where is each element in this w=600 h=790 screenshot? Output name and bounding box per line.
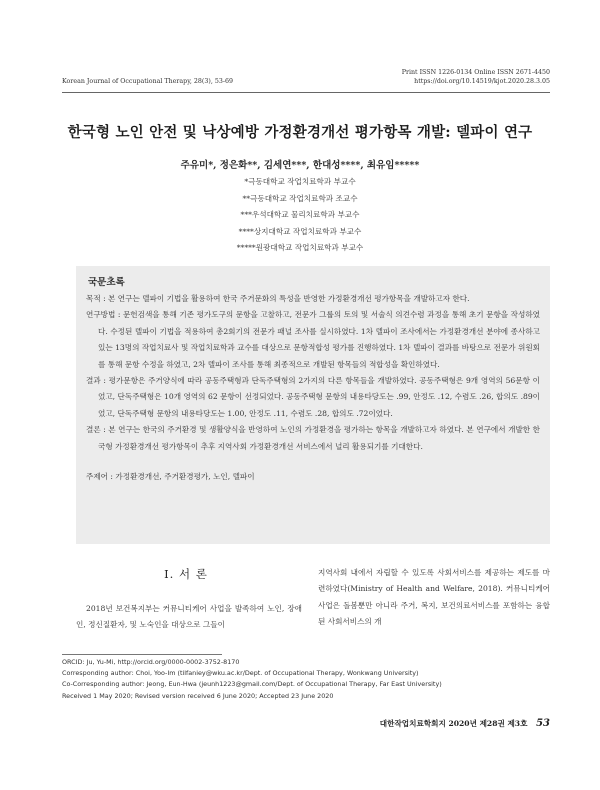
affiliation-5: *****원광대학교 작업치료학과 부교수 [236, 243, 364, 252]
footnote-co-corresponding-author: Co-Corresponding author: Jeong, Eun-Hwa (jeunh1223@gmail.com/Dept. of Occupational Therapy, Far East University) [62, 680, 442, 689]
footnote-received-dates: Received 1 May 2020; Revised version received 6 June 2020; Accepted 23 June 2020 [62, 691, 334, 700]
author-list: 주유미*, 정은화**, 김세연***, 한대성****, 최유임***** [180, 160, 420, 171]
issn-line: Print ISSN 1226-0134 Online ISSN 2671-4450 [401, 69, 550, 76]
abstract-heading: 국문초록 [88, 277, 125, 288]
page-footer [380, 718, 550, 729]
affiliation-3: ***우석대학교 물리치료학과 부교수 [240, 210, 360, 219]
footnote-corresponding-author: Corresponding author: Choi, Yoo-Im (tilfaniey@wku.ac.kr/Dept. of Occupational Therapy, Wonkwang University) [62, 669, 419, 678]
abstract-conclusion: 결론 : 본 연구는 한국의 주거환경 및 생활양식을 반영하여 노인의 가정환경을 평가하는 항목을 개발하고자 하였다. 본 연구에서 개발한 한국형 가정환경개선 평가항목이 추후 지역사회 가정환경개선 서비스에서 널리 활용되기를 기대한다. [86, 425, 540, 451]
footnote-divider [62, 654, 222, 655]
footer-journal-issue: 대한작업치료학회지 2020년 제28권 제3호 [379, 719, 528, 728]
abstract-result: 결과 : 평가문항은 주거양식에 따라 공동주택형과 단독주택형의 2가지의 다른 항목들을 개발하였다. 공동주택형은 9개 영역의 56문항 이었고, 단독주택형은 10개 영역의 62 문항이 선정되었다. 공동주택형 문항의 내용타당도는 .99, 안정도 .12, 수렴도 .26, 합의도 .89이었고, 단독주택형 문항의 내용타당도는 1.00, 안정도 .11, 수렴도 .28, 합의도 .72이었다. [86, 376, 540, 418]
header-divider [62, 92, 550, 93]
doi-link[interactable]: https://doi.org/10.14519/kjot.2020.28.3.05 [414, 78, 550, 85]
page-number: 53 [536, 718, 550, 729]
affiliation-4: ****상지대학교 작업치료학과 부교수 [238, 226, 362, 236]
paper-title: 한국형 노인 안전 및 낙상예방 가정환경개선 평가항목 개발: 델파이 연구 [67, 124, 533, 141]
affiliation-2: **극동대학교 작업치료학과 조교수 [242, 193, 358, 203]
abstract-method: 연구방법 : 문헌검색을 통해 기존 평가도구의 문항을 고찰하고, 전문가 그룹의 토의 및 서술식 의견수렴 과정을 통해 초기 문항을 작성하였다. 수정된 델파이 기법을 적용하여 총2회기의 전문가 패널 조사를 실시하였다. 1차 델파이 조사에서는 가정환경개선 분야에 종사하고 있는 13명의 작업치료사 및 작업치료학과 교수를 대상으로 문항적합성 평가를 진행하였다. 1차 델파이 결과를 바탕으로 전문가 위원회를 통해 문항 수정을 하였고, 2차 델파이 조사를 통해 최종적으로 개발된 항목들의 적합성을 확인하였다. [86, 310, 540, 369]
abstract-keywords: 주제어 : 가정환경개선, 주거환경평가, 노인, 델파이 [86, 472, 255, 482]
body-text-left-column: 2018년 보건복지부는 커뮤니티케어 사업을 발족하여 노인, 장애인, 정신질환자, 및 노숙인을 대상으로 그들이 [76, 604, 302, 630]
section-heading-introduction: Ⅰ. 서 론 [164, 567, 208, 581]
affiliation-1: *극동대학교 작업치료학과 부교수 [244, 177, 356, 186]
abstract-box [76, 266, 550, 544]
abstract-purpose: 목적 : 본 연구는 델파이 기법을 활용하여 한국 주거문화의 특성을 반영한 가정환경개선 평가항목을 개발하고자 한다. [86, 294, 470, 303]
journal-citation: Korean Journal of Occupational Therapy, 28(3), 53-69 [62, 78, 234, 85]
footnotes [62, 657, 550, 702]
affiliation-list [0, 174, 600, 257]
body-text-right-column: 지역사회 내에서 자립할 수 있도록 사회서비스를 제공하는 제도를 마련하였다(Ministry of Health and Welfare, 2018). 커뮤니티케어 사업은 돌봄뿐만 아니라 주거, 복지, 보건의료서비스를 포함하는 융합된 사회서비스의 개 [318, 568, 550, 627]
footnote-orcid: ORCID: Ju, Yu-Mi, http://orcid.org/0000-0002-3752-8170 [62, 658, 240, 666]
